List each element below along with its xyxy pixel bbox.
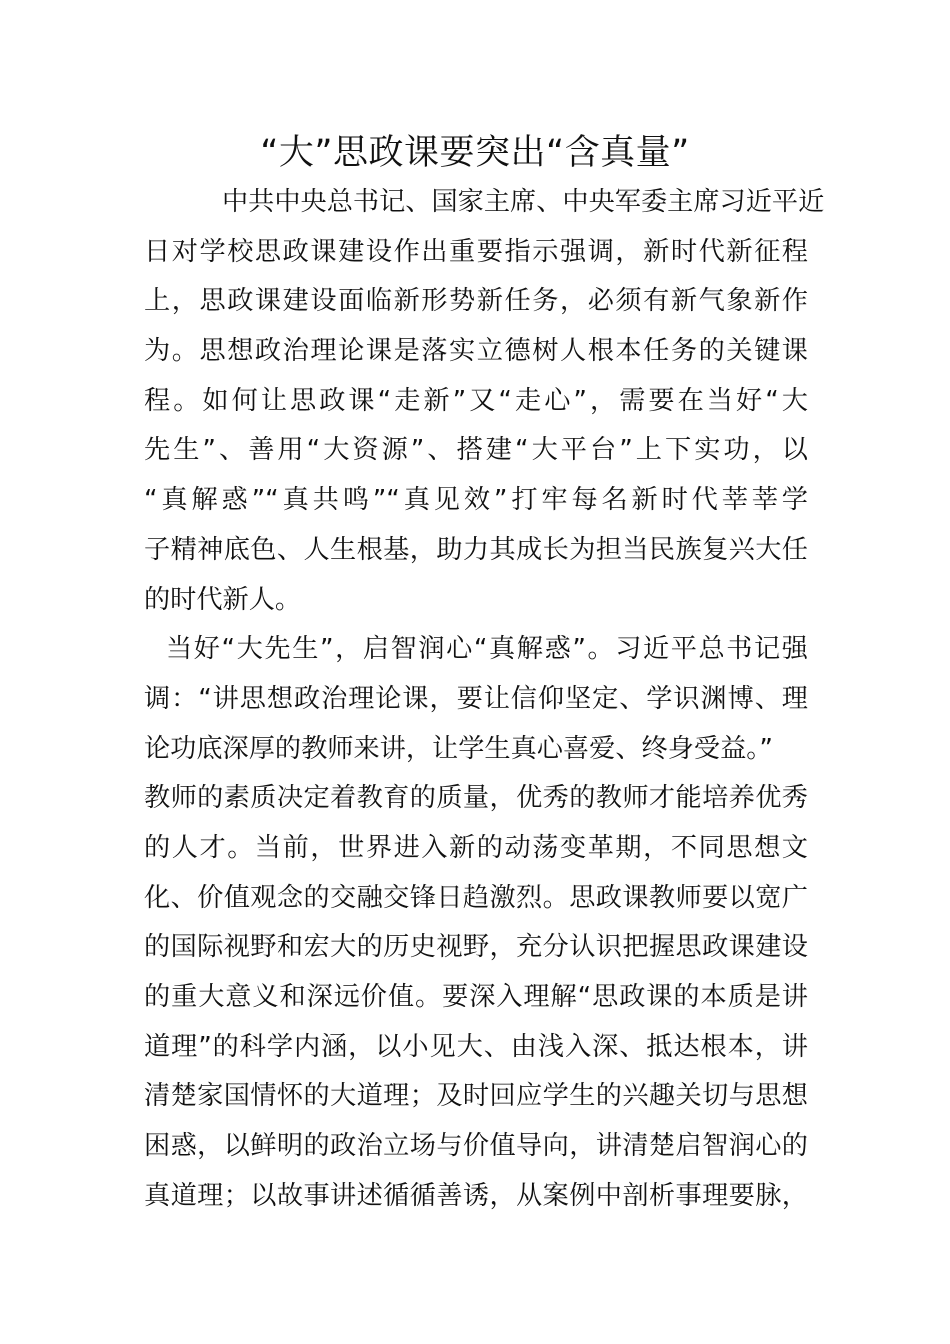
paragraph-1-line-9: 的时代新人。: [144, 584, 302, 615]
paragraph-1-line-4: 为。思想政治理论课是落实立德树人根本任务的关键课: [144, 336, 808, 367]
paragraph-2-line-4: 教师的素质决定着教育的质量，优秀的教师才能培养优秀: [144, 783, 808, 814]
document-body: [144, 178, 825, 1221]
paragraph-2-line-2: 调：“讲思想政治理论课，要让信仰坚定、学识渊博、理: [144, 683, 808, 714]
paragraph-2-line-3: 论功底深厚的教师来讲，让学生真心喜爱、终身受益。”: [144, 733, 773, 764]
paragraph-2-line-10: 清楚家国情怀的大道理；及时回应学生的兴趣关切与思想: [144, 1081, 808, 1112]
paragraph-2-line-6: 化、价值观念的交融交锋日趋激烈。思政课教师要以宽广: [144, 882, 808, 913]
paragraph-1-line-6: 先生”、善用“大资源”、搭建“大平台”上下实功，以: [144, 435, 808, 466]
paragraph-2-line-9: 道理”的科学内涵，以小见大、由浅入深、抵达根本，讲: [144, 1031, 808, 1062]
paragraph-2-line-8: 的重大意义和深远价值。要深入理解“思政课的本质是讲: [144, 982, 808, 1012]
paragraph-1-line-1: 中共中央总书记、国家主席、中央军委主席习近平近: [222, 187, 825, 217]
document-title: “大”思政课要突出“含真量”: [260, 133, 690, 173]
paragraph-2-line-1: 当好“大先生”，启智润心“真解惑”。习近平总书记强: [166, 634, 808, 665]
paragraph-1-line-7: “真解惑”“真共鸣”“真见效”打牢每名新时代莘莘学: [144, 485, 808, 516]
paragraph-2-line-5: 的人才。当前，世界进入新的动荡变革期，不同思想文: [144, 832, 808, 863]
paragraph-2-line-12: 真道理；以故事讲述循循善诱，从案例中剖析事理要脉，: [144, 1180, 808, 1211]
paragraph-1-line-3: 上，思政课建设面临新形势新任务，必须有新气象新作: [144, 286, 808, 317]
paragraph-1-line-5: 程。如何让思政课“走新”又“走心”，需要在当好“大: [144, 385, 808, 416]
paragraph-2-line-11: 困惑，以鲜明的政治立场与价值导向，讲清楚启智润心的: [144, 1131, 808, 1162]
paragraph-1-line-8: 子精神底色、人生根基，助力其成长为担当民族复兴大任: [144, 534, 808, 565]
paragraph-2-line-7: 的国际视野和宏大的历史视野，充分认识把握思政课建设: [144, 932, 808, 963]
paragraph-1-line-2: 日对学校思政课建设作出重要指示强调，新时代新征程: [144, 236, 808, 267]
